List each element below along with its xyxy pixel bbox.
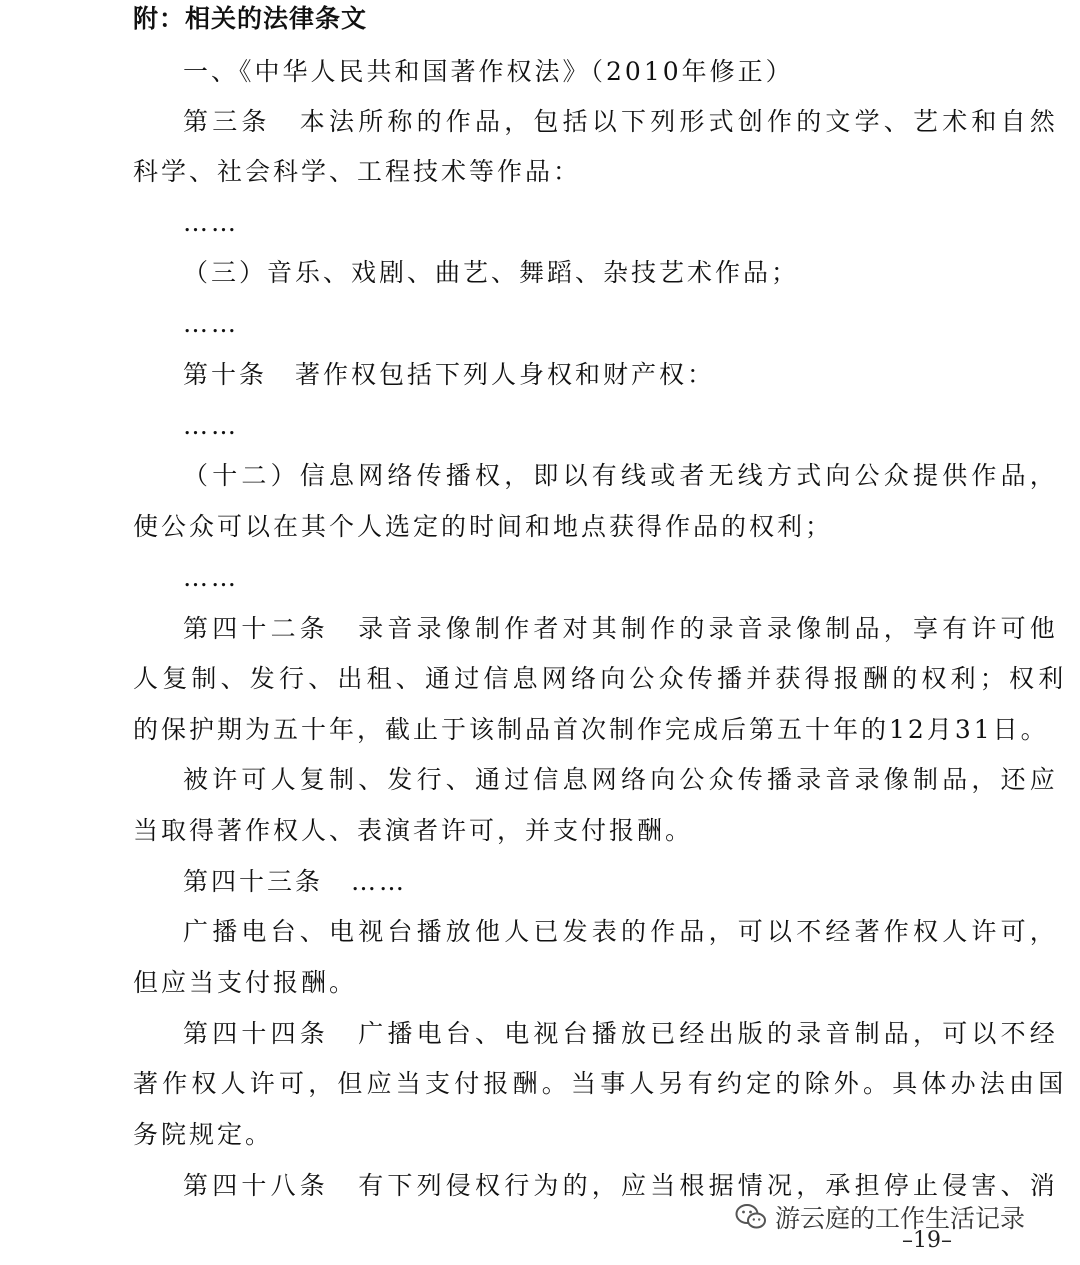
item-12-line-1: （十二）信息网络传播权，即以有线或者无线方式向公众提供作品， bbox=[183, 461, 1060, 490]
ellipsis: …… bbox=[183, 208, 239, 237]
item-12-line-2: 使公众可以在其个人选定的时间和地点获得作品的权利； bbox=[133, 512, 834, 541]
article-44-line-2: 著作权人许可，但应当支付报酬。当事人另有约定的除外。具体办法由国 bbox=[133, 1069, 1068, 1098]
article-42-para-2-line-1: 被许可人复制、发行、通过信息网络向公众传播录音录像制品，还应 bbox=[183, 765, 1060, 794]
ellipsis: …… bbox=[183, 563, 239, 592]
article-43: 第四十三条 …… bbox=[183, 867, 408, 896]
watermark-text: 游云庭的工作生活记录 bbox=[775, 1204, 1026, 1233]
article-43-para-line-2: 但应当支付报酬。 bbox=[133, 968, 358, 997]
article-42-para-2-line-2: 当取得著作权人、表演者许可，并支付报酬。 bbox=[133, 816, 694, 845]
article-42-line-2: 人复制、发行、出租、通过信息网络向公众传播并获得报酬的权利；权利 bbox=[133, 664, 1068, 693]
wechat-icon bbox=[735, 1203, 767, 1231]
law-heading: 一、《中华人民共和国著作权法》（2010年修正） bbox=[183, 57, 794, 86]
ellipsis: …… bbox=[183, 309, 239, 338]
article-48-line-1: 第四十八条 有下列侵权行为的，应当根据情况，承担停止侵害、消 bbox=[183, 1171, 1060, 1200]
article-44-line-3: 务院规定。 bbox=[133, 1120, 274, 1149]
article-42-line-1: 第四十二条 录音录像制作者对其制作的录音录像制品，享有许可他 bbox=[183, 614, 1060, 643]
page-number: –19– bbox=[902, 1228, 952, 1253]
wechat-watermark bbox=[735, 1197, 1025, 1237]
article-10: 第十条 著作权包括下列人身权和财产权： bbox=[183, 360, 716, 389]
ellipsis: …… bbox=[183, 411, 239, 440]
article-44-line-1: 第四十四条 广播电台、电视台播放已经出版的录音制品，可以不经 bbox=[183, 1019, 1060, 1048]
item-3: （三）音乐、戏剧、曲艺、舞蹈、杂技艺术作品； bbox=[183, 258, 800, 287]
article-3-line-2: 科学、社会科学、工程技术等作品： bbox=[133, 157, 582, 186]
section-title: 附：相关的法律条文 bbox=[133, 4, 368, 33]
article-42-line-3: 的保护期为五十年，截止于该制品首次制作完成后第五十年的12月31日。 bbox=[133, 715, 1049, 744]
article-3-line-1: 第三条 本法所称的作品，包括以下列形式创作的文学、艺术和自然 bbox=[183, 107, 1060, 136]
article-43-para-line-1: 广播电台、电视台播放他人已发表的作品，可以不经著作权人许可， bbox=[183, 917, 1060, 946]
